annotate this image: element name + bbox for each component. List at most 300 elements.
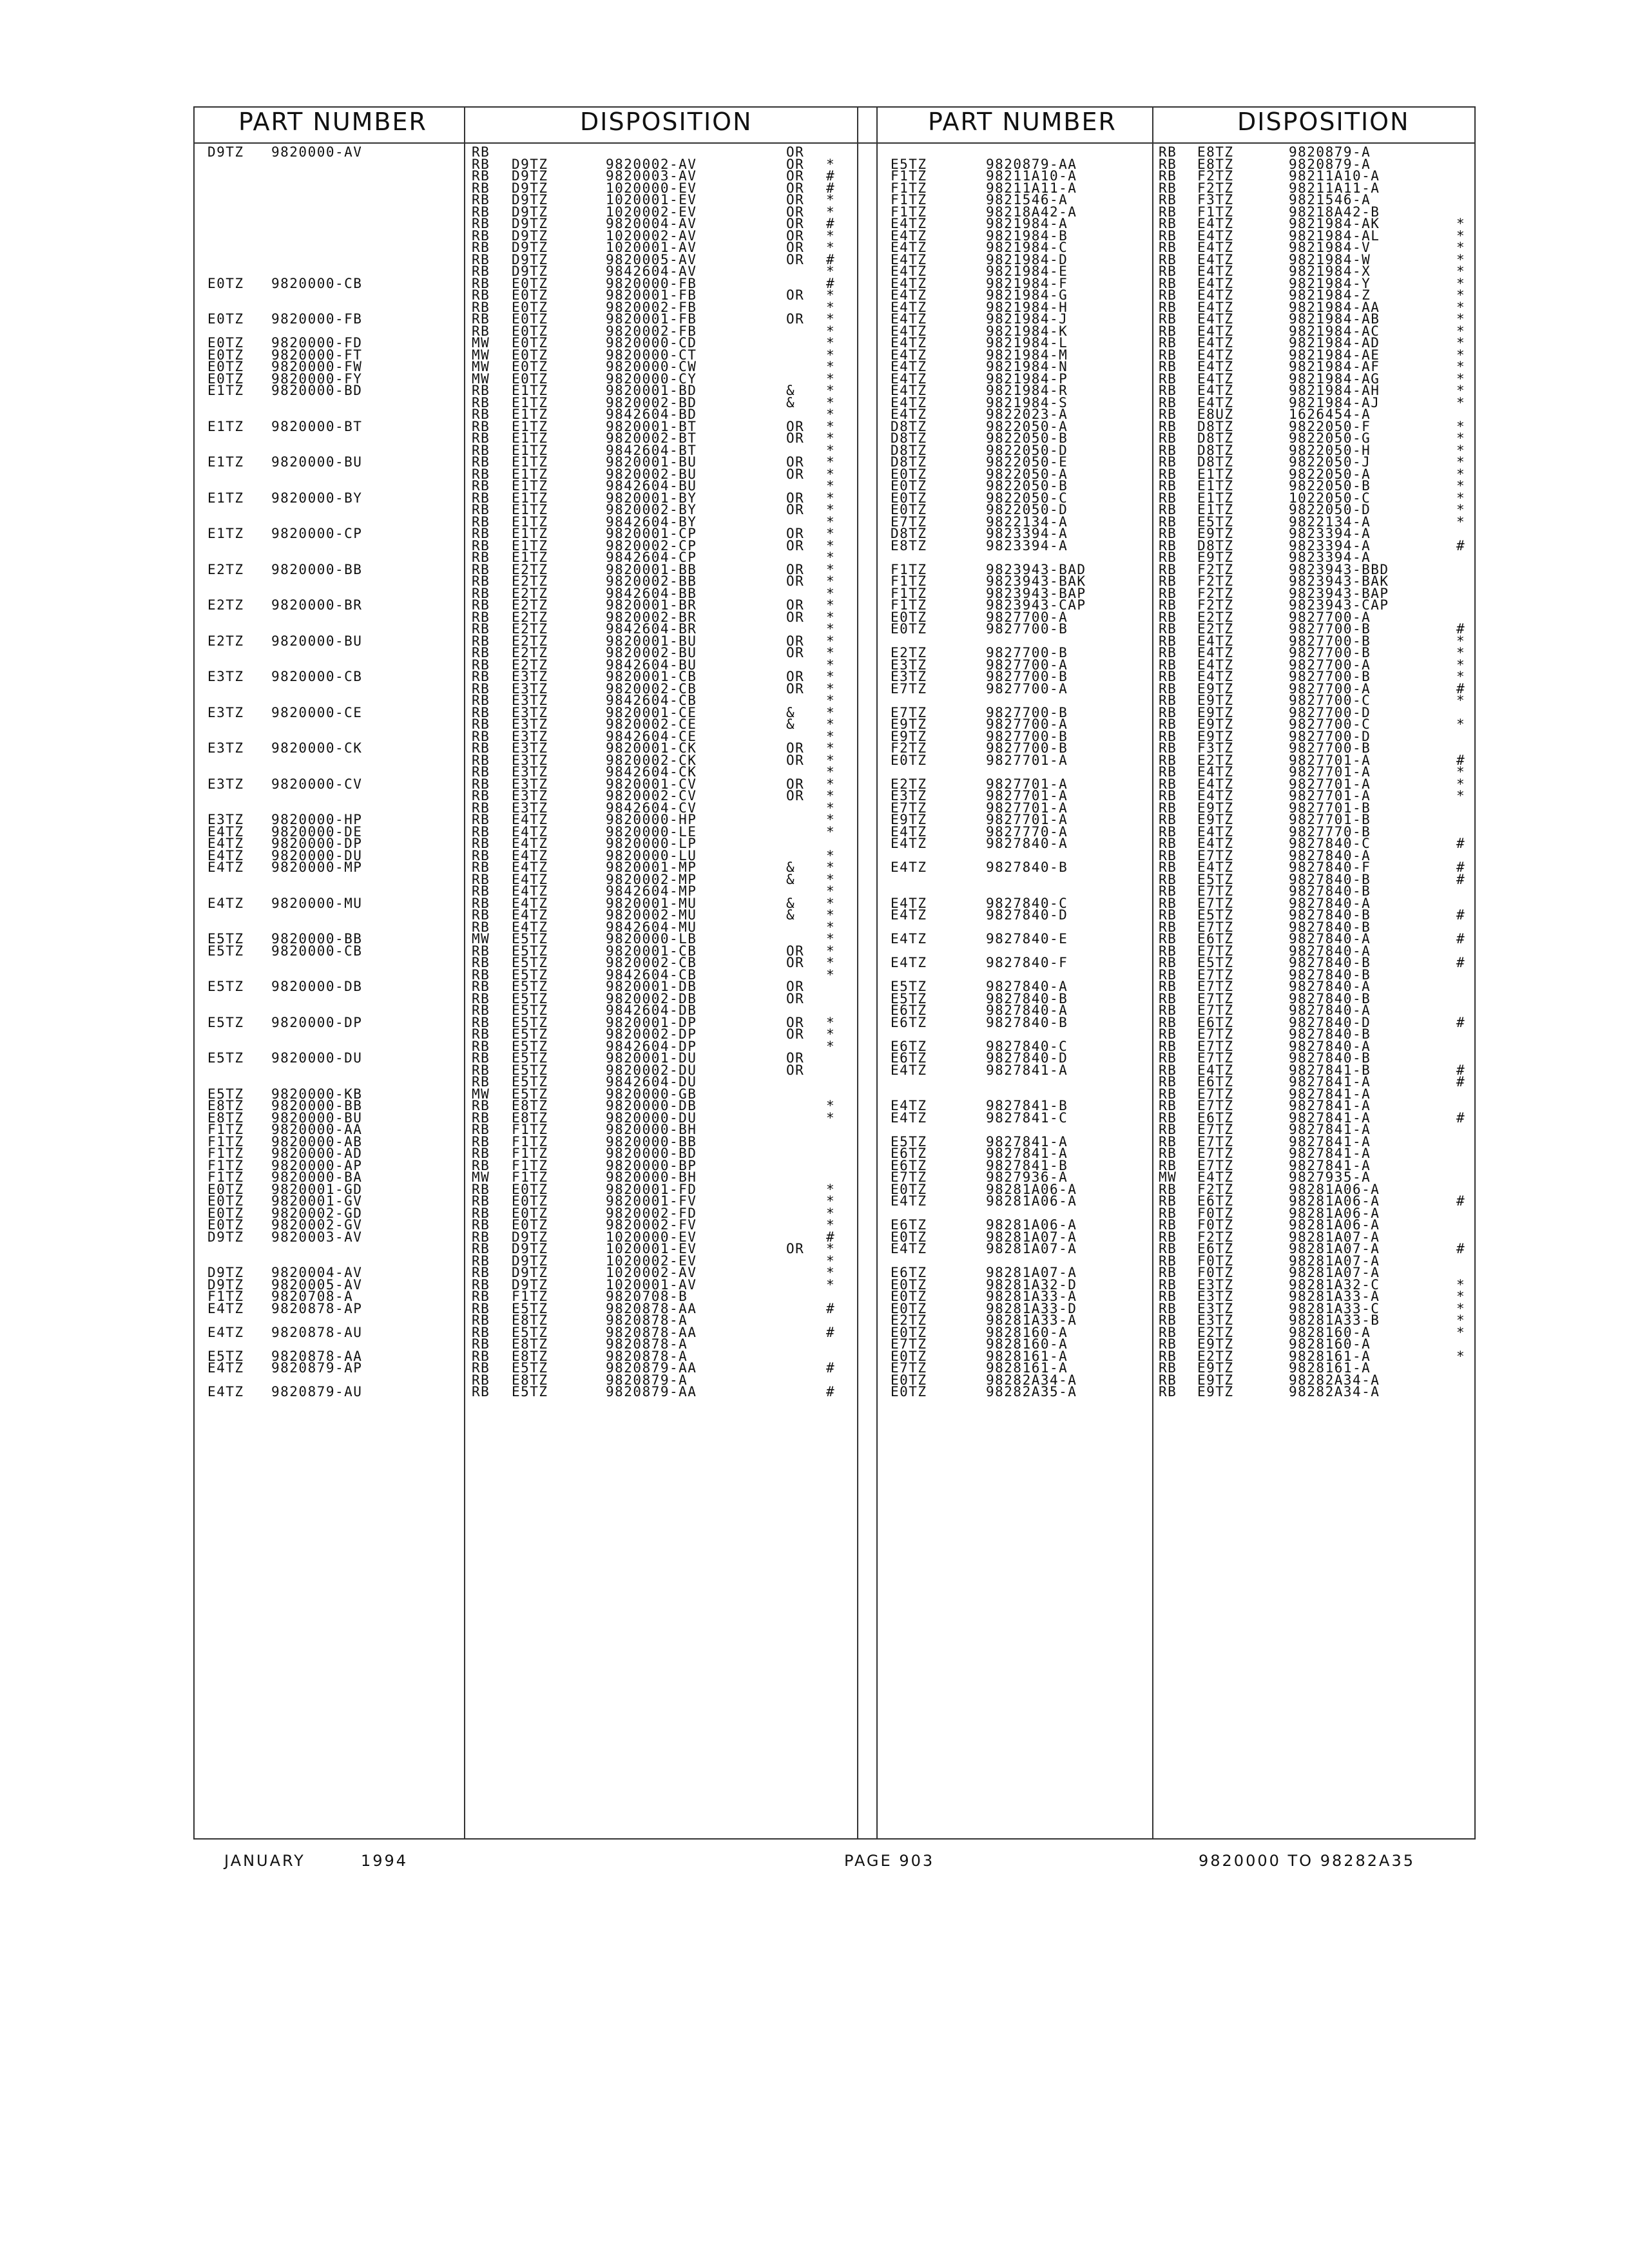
replacement-cell: 9820001-BU — [606, 633, 697, 649]
replacement-cell: 9827840-B — [1289, 919, 1371, 935]
prefix-cell: E1TZ — [512, 466, 548, 482]
or-cell — [786, 921, 804, 934]
prefix-cell: F0TZ — [1197, 1253, 1234, 1269]
part-number-cell: 9822050-E — [986, 454, 1068, 470]
part-number-cell: E3TZ 9820000-CB — [207, 669, 363, 684]
prefix-cell: E2TZ — [512, 645, 548, 660]
replacement-cell: 1020001-AV — [606, 240, 697, 255]
part-number-cell — [207, 575, 362, 588]
prefix-cell: E3TZ — [1197, 1276, 1234, 1293]
replacement-cell: 9820708-B — [606, 1289, 688, 1304]
prefix-cell: F2TZ — [1197, 585, 1234, 601]
part-number-cell: 9821984-S — [986, 394, 1068, 410]
prefix-cell: D8TZ — [1197, 454, 1234, 470]
prefix-cell: E4TZ — [1197, 311, 1234, 327]
code-cell: RB — [472, 240, 490, 255]
prefix-cell: E5TZ — [891, 1133, 927, 1149]
prefix-cell: E1TZ — [512, 407, 548, 422]
prefix-cell: D9TZ — [512, 156, 548, 172]
prefix-cell: E7TZ — [891, 1360, 927, 1376]
part-number-cell: 9828161-A — [986, 1360, 1068, 1376]
replacement-cell: 98281A06-A — [1289, 1205, 1380, 1221]
part-number-cell: 9827841-B — [986, 1098, 1068, 1113]
table-border-left — [193, 106, 195, 1840]
mark-cell: * — [1456, 370, 1466, 387]
prefix-cell: E0TZ — [891, 1300, 927, 1316]
code-cell: RB — [472, 204, 490, 220]
replacement-cell: 9820000-BH — [606, 1169, 697, 1185]
replacement-cell: 9820001-CB — [606, 669, 697, 684]
code-cell: RB — [472, 275, 490, 291]
mark-cell: * — [826, 240, 836, 255]
mark-cell: * — [826, 788, 836, 803]
replacement-cell: 9820001-CV — [606, 776, 697, 792]
replacement-cell: 9827841-A — [1289, 1146, 1371, 1161]
part-number-cell — [207, 468, 362, 481]
part-number-cell: E5TZ 9820000-CB — [207, 943, 363, 959]
part-number-cell: E1TZ 9820000-BT — [207, 418, 363, 434]
or-cell: OR — [786, 240, 805, 255]
replacement-cell: 9842604-CV — [606, 800, 697, 816]
code-cell: RB — [1159, 1324, 1177, 1340]
mark-cell: * — [826, 335, 836, 351]
or-cell — [786, 814, 804, 826]
code-cell: RB — [472, 728, 490, 744]
part-number-cell — [207, 1243, 362, 1255]
mark-cell: * — [826, 537, 836, 553]
replacement-cell: 98281A06-A — [1289, 1193, 1380, 1209]
mark-cell: * — [1456, 1324, 1466, 1340]
mark-cell: # — [826, 180, 836, 196]
prefix-cell: E0TZ — [891, 1276, 927, 1293]
replacement-cell: 9821984-AF — [1289, 359, 1380, 374]
code-cell: RB — [472, 144, 490, 160]
prefix-cell: E5TZ — [512, 990, 548, 1006]
code-cell: RB — [1159, 204, 1177, 220]
code-cell: RB — [1159, 633, 1177, 649]
replacement-cell: 9827700-B — [1289, 669, 1371, 684]
code-cell: RB — [472, 478, 490, 494]
code-cell: RB — [472, 883, 490, 899]
part-number-cell — [207, 957, 362, 969]
or-cell — [786, 265, 804, 278]
prefix-cell: E9TZ — [891, 728, 927, 744]
replacement-cell: 98281A07-A — [1289, 1229, 1380, 1245]
replacement-cell: 9820002-FB — [606, 299, 697, 315]
part-number-cell: 9821984-B — [986, 227, 1068, 244]
mark-cell: * — [826, 370, 836, 387]
part-number-cell: F1TZ 9820000-AD — [207, 1146, 363, 1161]
mark-cell: * — [826, 442, 836, 458]
replacement-cell: 9820001-FB — [606, 311, 697, 327]
replacement-cell: 9820004-AV — [606, 216, 697, 231]
left-part-number-column — [207, 146, 362, 1398]
mark-cell: * — [1456, 776, 1466, 792]
prefix-cell: D8TZ — [1197, 430, 1234, 446]
code-cell: RB — [1159, 979, 1177, 994]
code-cell: RB — [472, 1133, 490, 1149]
mark-cell: * — [826, 669, 836, 684]
code-cell: RB — [472, 1205, 490, 1221]
prefix-cell: E1TZ — [1197, 478, 1234, 494]
prefix-cell: E5TZ — [512, 1003, 548, 1018]
table-border-right — [1474, 106, 1476, 1840]
part-number-cell: 98281A06-A — [986, 1193, 1077, 1209]
mark-cell: * — [826, 645, 836, 660]
or-cell: OR — [786, 788, 805, 803]
prefix-cell: F2TZ — [1197, 1229, 1234, 1245]
prefix-cell: E4TZ — [1197, 669, 1234, 684]
prefix-cell: E1TZ — [512, 454, 548, 470]
replacement-cell: 9842604-BT — [606, 442, 697, 458]
replacement-cell: 9842604-CK — [606, 764, 697, 780]
prefix-cell: E6TZ — [891, 1217, 927, 1233]
code-cell: RB — [472, 847, 490, 863]
mark-cell: * — [1456, 1300, 1466, 1316]
code-cell: RB — [1159, 609, 1177, 625]
prefix-cell: E9TZ — [1197, 1372, 1234, 1388]
code-cell: MW — [472, 370, 490, 387]
prefix-cell: E2TZ — [512, 633, 548, 649]
part-number-cell: 98282A35-A — [986, 1384, 1077, 1399]
part-number-cell: 9820879-AA — [986, 156, 1077, 172]
mark-cell: * — [826, 550, 836, 565]
code-cell: RB — [472, 860, 490, 875]
prefix-cell: E8TZ — [512, 1312, 548, 1328]
mark-cell: * — [1456, 716, 1466, 732]
prefix-cell: E7TZ — [891, 680, 927, 697]
prefix-cell: E4TZ — [512, 812, 548, 827]
prefix-cell — [891, 874, 927, 886]
code-cell: RB — [472, 609, 490, 625]
part-number-cell — [207, 718, 362, 731]
prefix-cell: E2TZ — [1197, 1348, 1234, 1364]
or-cell: OR — [786, 609, 805, 625]
prefix-cell: E5TZ — [891, 156, 927, 172]
replacement-cell: 9822050-D — [1289, 502, 1371, 517]
or-cell: OR — [786, 1026, 805, 1042]
prefix-cell: E5TZ — [512, 1050, 548, 1066]
mark-cell: * — [1456, 657, 1466, 673]
mark-cell: * — [826, 1276, 836, 1293]
or-cell — [786, 1386, 804, 1398]
footer-month: JANUARY — [224, 1852, 305, 1870]
code-cell: RB — [1159, 168, 1177, 184]
replacement-cell: 98281A07-A — [1289, 1253, 1380, 1269]
part-number-cell — [207, 397, 362, 409]
or-cell: OR — [786, 752, 805, 768]
prefix-cell: E4TZ — [891, 907, 927, 923]
code-cell: RB — [1159, 740, 1177, 756]
prefix-cell: E3TZ — [512, 728, 548, 744]
or-cell: OR — [786, 1014, 805, 1030]
mark-cell: # — [1456, 836, 1466, 851]
replacement-cell: 9827700-A — [1289, 609, 1371, 625]
code-cell: RB — [472, 514, 490, 530]
code-cell: RB — [1159, 1181, 1177, 1197]
replacement-cell: 9821984-AG — [1289, 370, 1380, 387]
replacement-cell: 1626454-A — [1289, 407, 1371, 422]
code-cell: RB — [472, 943, 490, 959]
or-cell: OR — [786, 144, 805, 160]
prefix-cell: E6TZ — [891, 1265, 927, 1280]
prefix-cell: E4TZ — [891, 407, 927, 422]
prefix-cell: F2TZ — [1197, 597, 1234, 613]
part-number-cell: 9827840-C — [986, 895, 1068, 911]
replacement-cell: 9820001-BU — [606, 454, 697, 470]
part-number-cell: E5TZ 9820000-DU — [207, 1050, 363, 1066]
code-cell: RB — [1159, 669, 1177, 684]
prefix-cell: E4TZ — [1197, 764, 1234, 780]
mark-cell: * — [826, 1110, 836, 1126]
mark-cell: # — [1456, 621, 1466, 637]
replacement-cell: 1022050-C — [1289, 490, 1371, 506]
mark-cell: * — [826, 418, 836, 434]
code-cell: RB — [472, 1026, 490, 1042]
replacement-cell: 98281A06-A — [1289, 1181, 1380, 1197]
part-number-cell — [207, 540, 362, 552]
prefix-cell: E5TZ — [1197, 955, 1234, 970]
prefix-cell: E0TZ — [891, 752, 927, 768]
prefix-cell: E1TZ — [512, 526, 548, 541]
left-prefix-column — [512, 146, 548, 1398]
code-cell: RB — [1159, 323, 1177, 339]
part-number-cell: 98281A07-A — [986, 1229, 1077, 1245]
replacement-cell: 9821984-AJ — [1289, 394, 1380, 410]
mark-cell — [826, 1052, 835, 1064]
code-cell: RB — [1159, 645, 1177, 660]
mark-cell: * — [826, 1038, 836, 1054]
mark-cell: * — [1456, 454, 1466, 470]
replacement-cell: 9820000-LE — [606, 823, 697, 840]
replacement-cell: 9827701-A — [1289, 764, 1371, 780]
mark-cell: * — [1456, 227, 1466, 244]
prefix-cell: F1TZ — [512, 1289, 548, 1304]
code-cell: RB — [1159, 144, 1177, 160]
mark-cell: * — [826, 860, 836, 875]
replacement-cell: 9823394-A — [1289, 526, 1371, 541]
prefix-cell: D9TZ — [512, 1253, 548, 1269]
code-cell: RB — [1159, 1372, 1177, 1388]
part-number-cell — [207, 159, 362, 171]
replacement-cell: 9820002-BD — [606, 394, 697, 410]
replacement-cell: 9820002-BR — [606, 609, 697, 625]
prefix-cell: E2TZ — [512, 597, 548, 613]
replacement-cell: 9827841-A — [1289, 1122, 1371, 1137]
part-number-cell: E0TZ 9820001-GV — [207, 1193, 363, 1209]
code-cell: RB — [1159, 680, 1177, 697]
prefix-cell: E7TZ — [1197, 919, 1234, 935]
mark-cell — [1456, 802, 1465, 814]
prefix-cell: E7TZ — [1197, 1146, 1234, 1161]
part-number-cell: 9821984-G — [986, 287, 1068, 303]
part-number-cell: E4TZ 9820000-DE — [207, 823, 363, 840]
prefix-cell: E8TZ — [512, 1348, 548, 1364]
replacement-cell: 9820002-BB — [606, 573, 697, 589]
replacement-cell: 9820002-FD — [606, 1205, 697, 1221]
replacement-cell: 9820000-DB — [606, 1098, 697, 1113]
mark-cell — [1456, 885, 1465, 898]
prefix-cell: E0TZ — [891, 466, 927, 482]
prefix-cell: E4TZ — [891, 264, 927, 279]
or-cell: OR — [786, 1062, 805, 1078]
replacement-cell: 9827840-B — [1289, 871, 1371, 887]
prefix-cell: E4TZ — [1197, 1169, 1234, 1185]
code-cell: RB — [1159, 454, 1177, 470]
prefix-cell: E8TZ — [891, 537, 927, 553]
replacement-cell: 9827701-A — [1289, 776, 1371, 792]
mark-cell: * — [1456, 1348, 1466, 1364]
mark-cell — [1456, 1028, 1465, 1041]
prefix-cell: D9TZ — [512, 227, 548, 244]
part-number-cell — [986, 874, 1086, 886]
part-number-cell: 9827700-A — [986, 657, 1068, 673]
code-cell: RB — [472, 287, 490, 303]
code-cell: RB — [1159, 966, 1177, 983]
prefix-cell: E5TZ — [891, 979, 927, 994]
prefix-cell: E0TZ — [891, 621, 927, 637]
footer-range: 9820000 TO 98282A35 — [1199, 1852, 1415, 1870]
prefix-cell: E6TZ — [891, 1050, 927, 1066]
replacement-cell: 9820002-CB — [606, 680, 697, 697]
prefix-cell: F1TZ — [891, 597, 927, 613]
part-number-cell: E3TZ 9820000-CK — [207, 740, 363, 756]
part-number-cell: 9822050-D — [986, 502, 1068, 517]
part-number-cell: E4TZ 9820879-AU — [207, 1384, 363, 1399]
code-cell: RB — [1159, 466, 1177, 482]
or-cell: OR — [786, 990, 805, 1006]
part-number-cell — [207, 230, 362, 242]
prefix-cell: E4TZ — [512, 919, 548, 935]
part-number-cell: E1TZ 9820000-BD — [207, 383, 363, 398]
code-cell: RB — [1159, 585, 1177, 601]
part-number-cell: E1TZ 9820000-BY — [207, 490, 363, 506]
mark-cell — [1456, 993, 1465, 1005]
part-number-cell: 9827700-B — [986, 621, 1068, 637]
code-cell: RB — [472, 800, 490, 816]
column-divider — [876, 106, 878, 1840]
part-number-cell: E5TZ 9820000-DB — [207, 979, 363, 994]
or-cell: OR — [786, 287, 805, 303]
prefix-cell: F1TZ — [891, 168, 927, 184]
prefix-cell: E0TZ — [512, 1217, 548, 1233]
replacement-cell: 9827840-B — [1289, 883, 1371, 899]
prefix-cell: E0TZ — [512, 299, 548, 315]
mark-cell: * — [826, 490, 836, 506]
or-cell: OR — [786, 979, 805, 994]
code-cell: MW — [472, 335, 490, 351]
replacement-cell: 9820001-CE — [606, 704, 697, 720]
prefix-cell: E0TZ — [891, 1181, 927, 1197]
or-cell — [786, 1219, 804, 1231]
prefix-cell: E0TZ — [891, 490, 927, 506]
prefix-cell: D8TZ — [891, 418, 927, 434]
or-cell: OR — [786, 204, 805, 220]
mark-cell — [1456, 159, 1465, 171]
or-cell — [786, 1124, 804, 1136]
prefix-cell: E4TZ — [1197, 216, 1234, 231]
prefix-cell: E4TZ — [1197, 370, 1234, 387]
mark-cell: * — [1456, 633, 1466, 649]
replacement-cell: 9820001-BY — [606, 490, 697, 506]
mark-cell: * — [826, 287, 836, 303]
prefix-cell: E6TZ — [891, 1038, 927, 1054]
mark-cell: * — [826, 299, 836, 315]
part-number-cell: 9827700-B — [986, 704, 1068, 720]
code-cell: RB — [472, 383, 490, 398]
mark-cell: * — [826, 800, 836, 816]
prefix-cell: E7TZ — [1197, 1003, 1234, 1018]
mark-cell: * — [1456, 478, 1466, 494]
part-number-cell: E4TZ 9820878-AP — [207, 1300, 363, 1316]
mark-cell: * — [826, 680, 836, 697]
code-cell: RB — [1159, 693, 1177, 708]
code-cell: RB — [472, 990, 490, 1006]
part-number-cell — [207, 254, 362, 266]
prefix-cell: D9TZ — [512, 1241, 548, 1256]
mark-cell: * — [826, 227, 836, 244]
prefix-cell: E1TZ — [512, 490, 548, 506]
prefix-cell: E4TZ — [1197, 823, 1234, 840]
code-cell: RB — [472, 1157, 490, 1173]
mark-cell: * — [1456, 693, 1466, 708]
part-number-cell: 9822050-D — [986, 442, 1068, 458]
part-number-cell: 98281A07-A — [986, 1241, 1077, 1256]
mark-cell: # — [826, 1360, 836, 1376]
code-cell: RB — [472, 1014, 490, 1030]
mark-cell: * — [826, 776, 836, 792]
prefix-cell: E1TZ — [512, 442, 548, 458]
replacement-cell: 9822050-J — [1289, 454, 1371, 470]
prefix-cell: E4TZ — [891, 1241, 927, 1256]
mark-cell: * — [1456, 1312, 1466, 1328]
replacement-cell: 9828160-A — [1289, 1324, 1371, 1340]
prefix-cell: E4TZ — [512, 836, 548, 851]
prefix-cell: E4TZ — [1197, 776, 1234, 792]
prefix-cell: E3TZ — [512, 680, 548, 697]
replacement-cell: 9842604-BD — [606, 407, 697, 422]
prefix-cell: E3TZ — [1197, 1300, 1234, 1316]
mark-cell: * — [826, 1205, 836, 1221]
part-number-cell: E2TZ 9820000-BB — [207, 561, 363, 577]
mark-cell: * — [826, 1014, 836, 1030]
code-cell: RB — [1159, 871, 1177, 887]
replacement-cell: 9822050-H — [1289, 442, 1371, 458]
code-cell: RB — [472, 919, 490, 935]
code-cell: RB — [1159, 919, 1177, 935]
code-cell: RB — [472, 836, 490, 851]
prefix-cell: E4TZ — [1197, 645, 1234, 660]
part-number-cell: E0TZ 9820000-FT — [207, 347, 363, 363]
replacement-cell: 9820002-MP — [606, 871, 697, 887]
part-number-cell: E4TZ 9820879-AP — [207, 1360, 363, 1376]
code-cell: RB — [1159, 299, 1177, 315]
replacement-cell: 9820001-CB — [606, 943, 697, 959]
part-number-cell: 9827840-D — [986, 1050, 1068, 1066]
prefix-cell: E7TZ — [1197, 1157, 1234, 1173]
mark-cell — [1456, 1171, 1465, 1184]
prefix-cell: E9TZ — [1197, 1336, 1234, 1352]
prefix-cell: E3TZ — [512, 800, 548, 816]
part-number-cell: 9827841-A — [986, 1062, 1068, 1078]
prefix-cell: E5TZ — [512, 1324, 548, 1340]
prefix-cell: E4TZ — [891, 323, 927, 339]
part-number-cell: 98211A10-A — [986, 168, 1077, 184]
mark-cell — [826, 1064, 835, 1077]
mark-cell — [1456, 1136, 1465, 1148]
prefix-cell: E9TZ — [1197, 704, 1234, 720]
code-cell: RB — [1159, 430, 1177, 446]
